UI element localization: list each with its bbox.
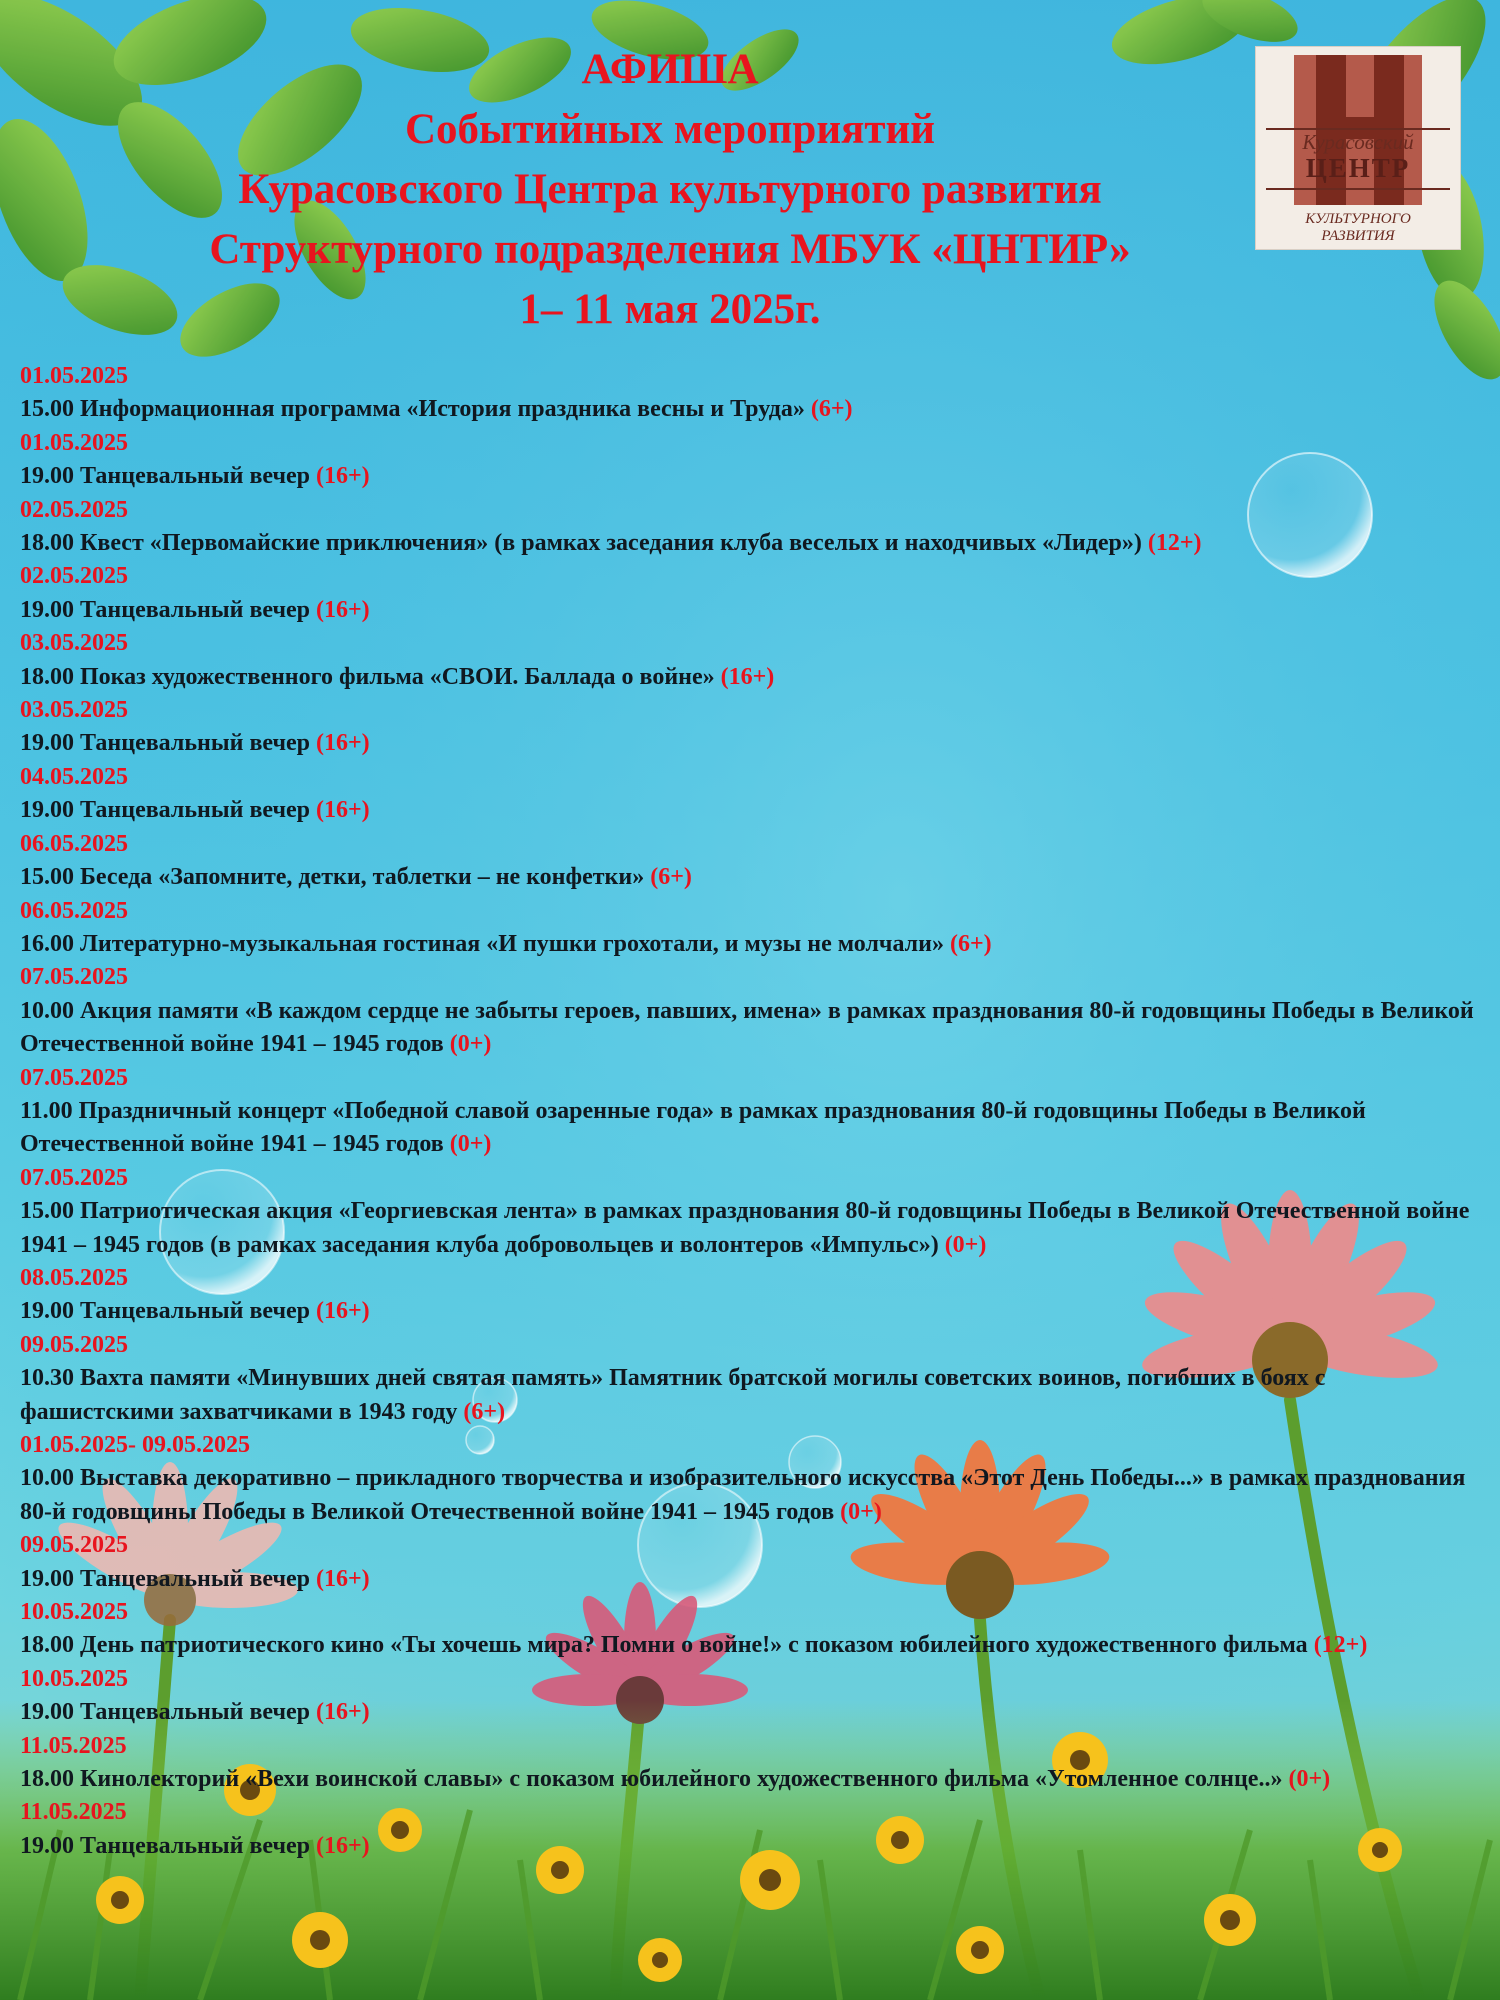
event-date: 08.05.2025 [20, 1264, 128, 1291]
event-item [20, 1429, 1480, 1529]
event-text: 19.00 Танцевальный вечер [20, 1699, 316, 1726]
event-age-rating: (16+) [316, 1565, 370, 1592]
event-description [20, 861, 1480, 894]
event-description [20, 594, 1480, 627]
event-text: 19.00 Танцевальный вечер [20, 797, 316, 824]
event-date: 09.05.2025 [20, 1532, 128, 1559]
poster-subtitle-division: Структурного подразделения МБУК «ЦНТИР» [209, 226, 1131, 273]
event-age-rating: (16+) [316, 730, 370, 757]
event-date: 04.05.2025 [20, 763, 128, 790]
event-date: 01.05.2025 [20, 363, 128, 389]
event-text: 19.00 Танцевальный вечер [20, 1565, 316, 1592]
event-text: 10.30 Вахта памяти «Минувших дней святая память» Памятник братской могилы советских воинов, погибших в боях с фашистскими захватчиками в 1943 году [20, 1365, 1326, 1425]
event-date: 03.05.2025 [20, 630, 128, 657]
event-age-rating: (0+) [449, 1031, 492, 1058]
event-age-rating: (16+) [316, 1699, 370, 1726]
event-item [20, 1062, 1480, 1162]
event-description [20, 393, 1480, 426]
event-item [20, 895, 1480, 962]
event-date: 07.05.2025 [20, 1064, 128, 1091]
event-age-rating: (16+) [316, 1832, 370, 1859]
poster-subtitle-center: Курасовского Центра культурного развития [238, 166, 1102, 213]
event-age-rating: (16+) [316, 797, 370, 824]
event-description [20, 1629, 1480, 1662]
event-text: 19.00 Танцевальный вечер [20, 1832, 316, 1859]
event-item [20, 1796, 1480, 1863]
event-text: 16.00 Литературно-музыкальная гостиная «И пушки грохотали, и музы не молчали» [20, 930, 950, 957]
event-description [20, 1462, 1480, 1529]
event-item [20, 961, 1480, 1061]
logo-text-line4: РАЗВИТИЯ [1321, 228, 1395, 244]
event-age-rating: (16+) [720, 663, 775, 690]
logo-text-center: ЦЕНТР [1305, 153, 1411, 183]
event-text: 15.00 Информационная программа «История праздника весны и Труда» [20, 396, 811, 423]
event-item [20, 560, 1480, 627]
event-item [20, 761, 1480, 828]
event-age-rating: (6+) [949, 930, 992, 957]
poster-header [80, 40, 1260, 340]
event-text: 10.00 Акция памяти «В каждом сердце не забыты героев, павших, имена» в рамках празднования 80-й годовщины Победы в Великой Отечественной войне 1941 – 1945 годов [20, 997, 1474, 1058]
event-item [20, 494, 1480, 561]
event-text: 18.00 Показ художественного фильма «СВОИ. Баллада о войне» [20, 663, 721, 690]
event-item [20, 360, 1480, 427]
logo-text-line3: КУЛЬТУРНОГО [1305, 211, 1411, 227]
event-date: 02.05.2025 [20, 563, 128, 590]
event-description [20, 1095, 1480, 1162]
event-item [20, 627, 1480, 694]
event-item [20, 694, 1480, 761]
event-text: 15.00 Патриотическая акция «Георгиевская лента» в рамках празднования 80-й годовщины Победы в Великой Отечественной войне 1941 – 1945 годов (в рамках заседания клуба добровольцев и волонтеров «Импульс») [20, 1198, 1470, 1258]
event-age-rating: (6+) [650, 864, 692, 891]
center-logo [1255, 46, 1461, 250]
poster-title: АФИША [581, 46, 759, 93]
event-date: 10.05.2025 [20, 1599, 128, 1626]
event-description [20, 1696, 1480, 1729]
event-text: 15.00 Беседа «Запомните, детки, таблетки – не конфетки» [20, 864, 651, 891]
event-description [20, 995, 1480, 1062]
event-description [20, 527, 1480, 560]
event-age-rating: (6+) [463, 1398, 506, 1425]
event-date: 01.05.2025- 09.05.2025 [20, 1432, 250, 1458]
event-description [20, 1563, 1480, 1596]
event-date: 01.05.2025 [20, 429, 128, 456]
event-text: 18.00 Кинолекторий «Вехи воинской славы» с показом юбилейного художественного фильма «Утомленное солнце..» [20, 1766, 1289, 1793]
event-age-rating: (0+) [449, 1131, 492, 1158]
event-date: 06.05.2025 [20, 897, 128, 924]
logo-text-kurasovsky: Курасовский [1302, 130, 1414, 154]
event-description [20, 794, 1480, 827]
event-item [20, 1162, 1480, 1262]
event-text: 19.00 Танцевальный вечер [20, 463, 316, 490]
event-date: 07.05.2025 [20, 1164, 128, 1191]
event-date: 11.05.2025 [20, 1799, 127, 1826]
event-text: 18.00 Квест «Первомайские приключения» (в рамках заседания клуба веселых и находчивых «Лидер») [20, 530, 1148, 557]
event-description [20, 1195, 1480, 1262]
event-date: 06.05.2025 [20, 830, 128, 857]
event-item [20, 1262, 1480, 1329]
event-age-rating: (12+) [1313, 1632, 1368, 1659]
event-text: 11.00 Праздничный концерт «Победной славой озаренные года» в рамках празднования 80-й годовщины Победы в Великой Отечественной войне 1941 – 1945 годов [20, 1097, 1366, 1158]
event-text: 10.00 Выставка декоративно – прикладного творчества и изобразительного искусства «Этот День Победы...» в рамках празднования 80-й годовщины Победы в Великой Отечественной войне 1941 – 1945 годов [20, 1465, 1466, 1525]
event-description [20, 1763, 1480, 1796]
event-date: 09.05.2025 [20, 1331, 128, 1358]
event-date: 07.05.2025 [20, 964, 128, 991]
event-description [20, 1830, 1480, 1863]
event-description [20, 1362, 1480, 1429]
event-item [20, 1329, 1480, 1429]
event-date: 02.05.2025 [20, 496, 128, 523]
event-date: 11.05.2025 [20, 1732, 127, 1759]
event-description [20, 460, 1480, 493]
event-age-rating: (0+) [944, 1231, 987, 1258]
event-text: 19.00 Танцевальный вечер [20, 596, 316, 623]
event-text: 18.00 День патриотического кино «Ты хочешь мира? Помни о войне!» с показом юбилейного художественного фильма [20, 1632, 1314, 1659]
event-item [20, 1663, 1480, 1730]
poster-date-range: 1– 11 мая 2025г. [519, 286, 821, 333]
event-item [20, 828, 1480, 895]
event-description [20, 1295, 1480, 1328]
event-description [20, 727, 1480, 760]
event-age-rating: (16+) [316, 596, 370, 623]
event-text: 19.00 Танцевальный вечер [20, 730, 316, 757]
event-age-rating: (6+) [810, 396, 853, 423]
event-age-rating: (16+) [316, 1298, 370, 1325]
event-description [20, 661, 1480, 694]
event-item [20, 1596, 1480, 1663]
event-date: 10.05.2025 [20, 1665, 128, 1692]
event-text: 19.00 Танцевальный вечер [20, 1298, 316, 1325]
event-age-rating: (12+) [1147, 530, 1202, 557]
event-date: 03.05.2025 [20, 697, 128, 724]
event-age-rating: (16+) [316, 463, 370, 490]
poster-subtitle-events: Событийных мероприятий [404, 106, 936, 153]
logo-text-development [1256, 211, 1460, 245]
event-item [20, 1730, 1480, 1797]
events-list [20, 360, 1480, 1863]
event-age-rating: (0+) [840, 1498, 882, 1525]
event-item [20, 1529, 1480, 1596]
event-item [20, 427, 1480, 494]
event-age-rating: (0+) [1288, 1766, 1331, 1793]
event-description [20, 928, 1480, 961]
